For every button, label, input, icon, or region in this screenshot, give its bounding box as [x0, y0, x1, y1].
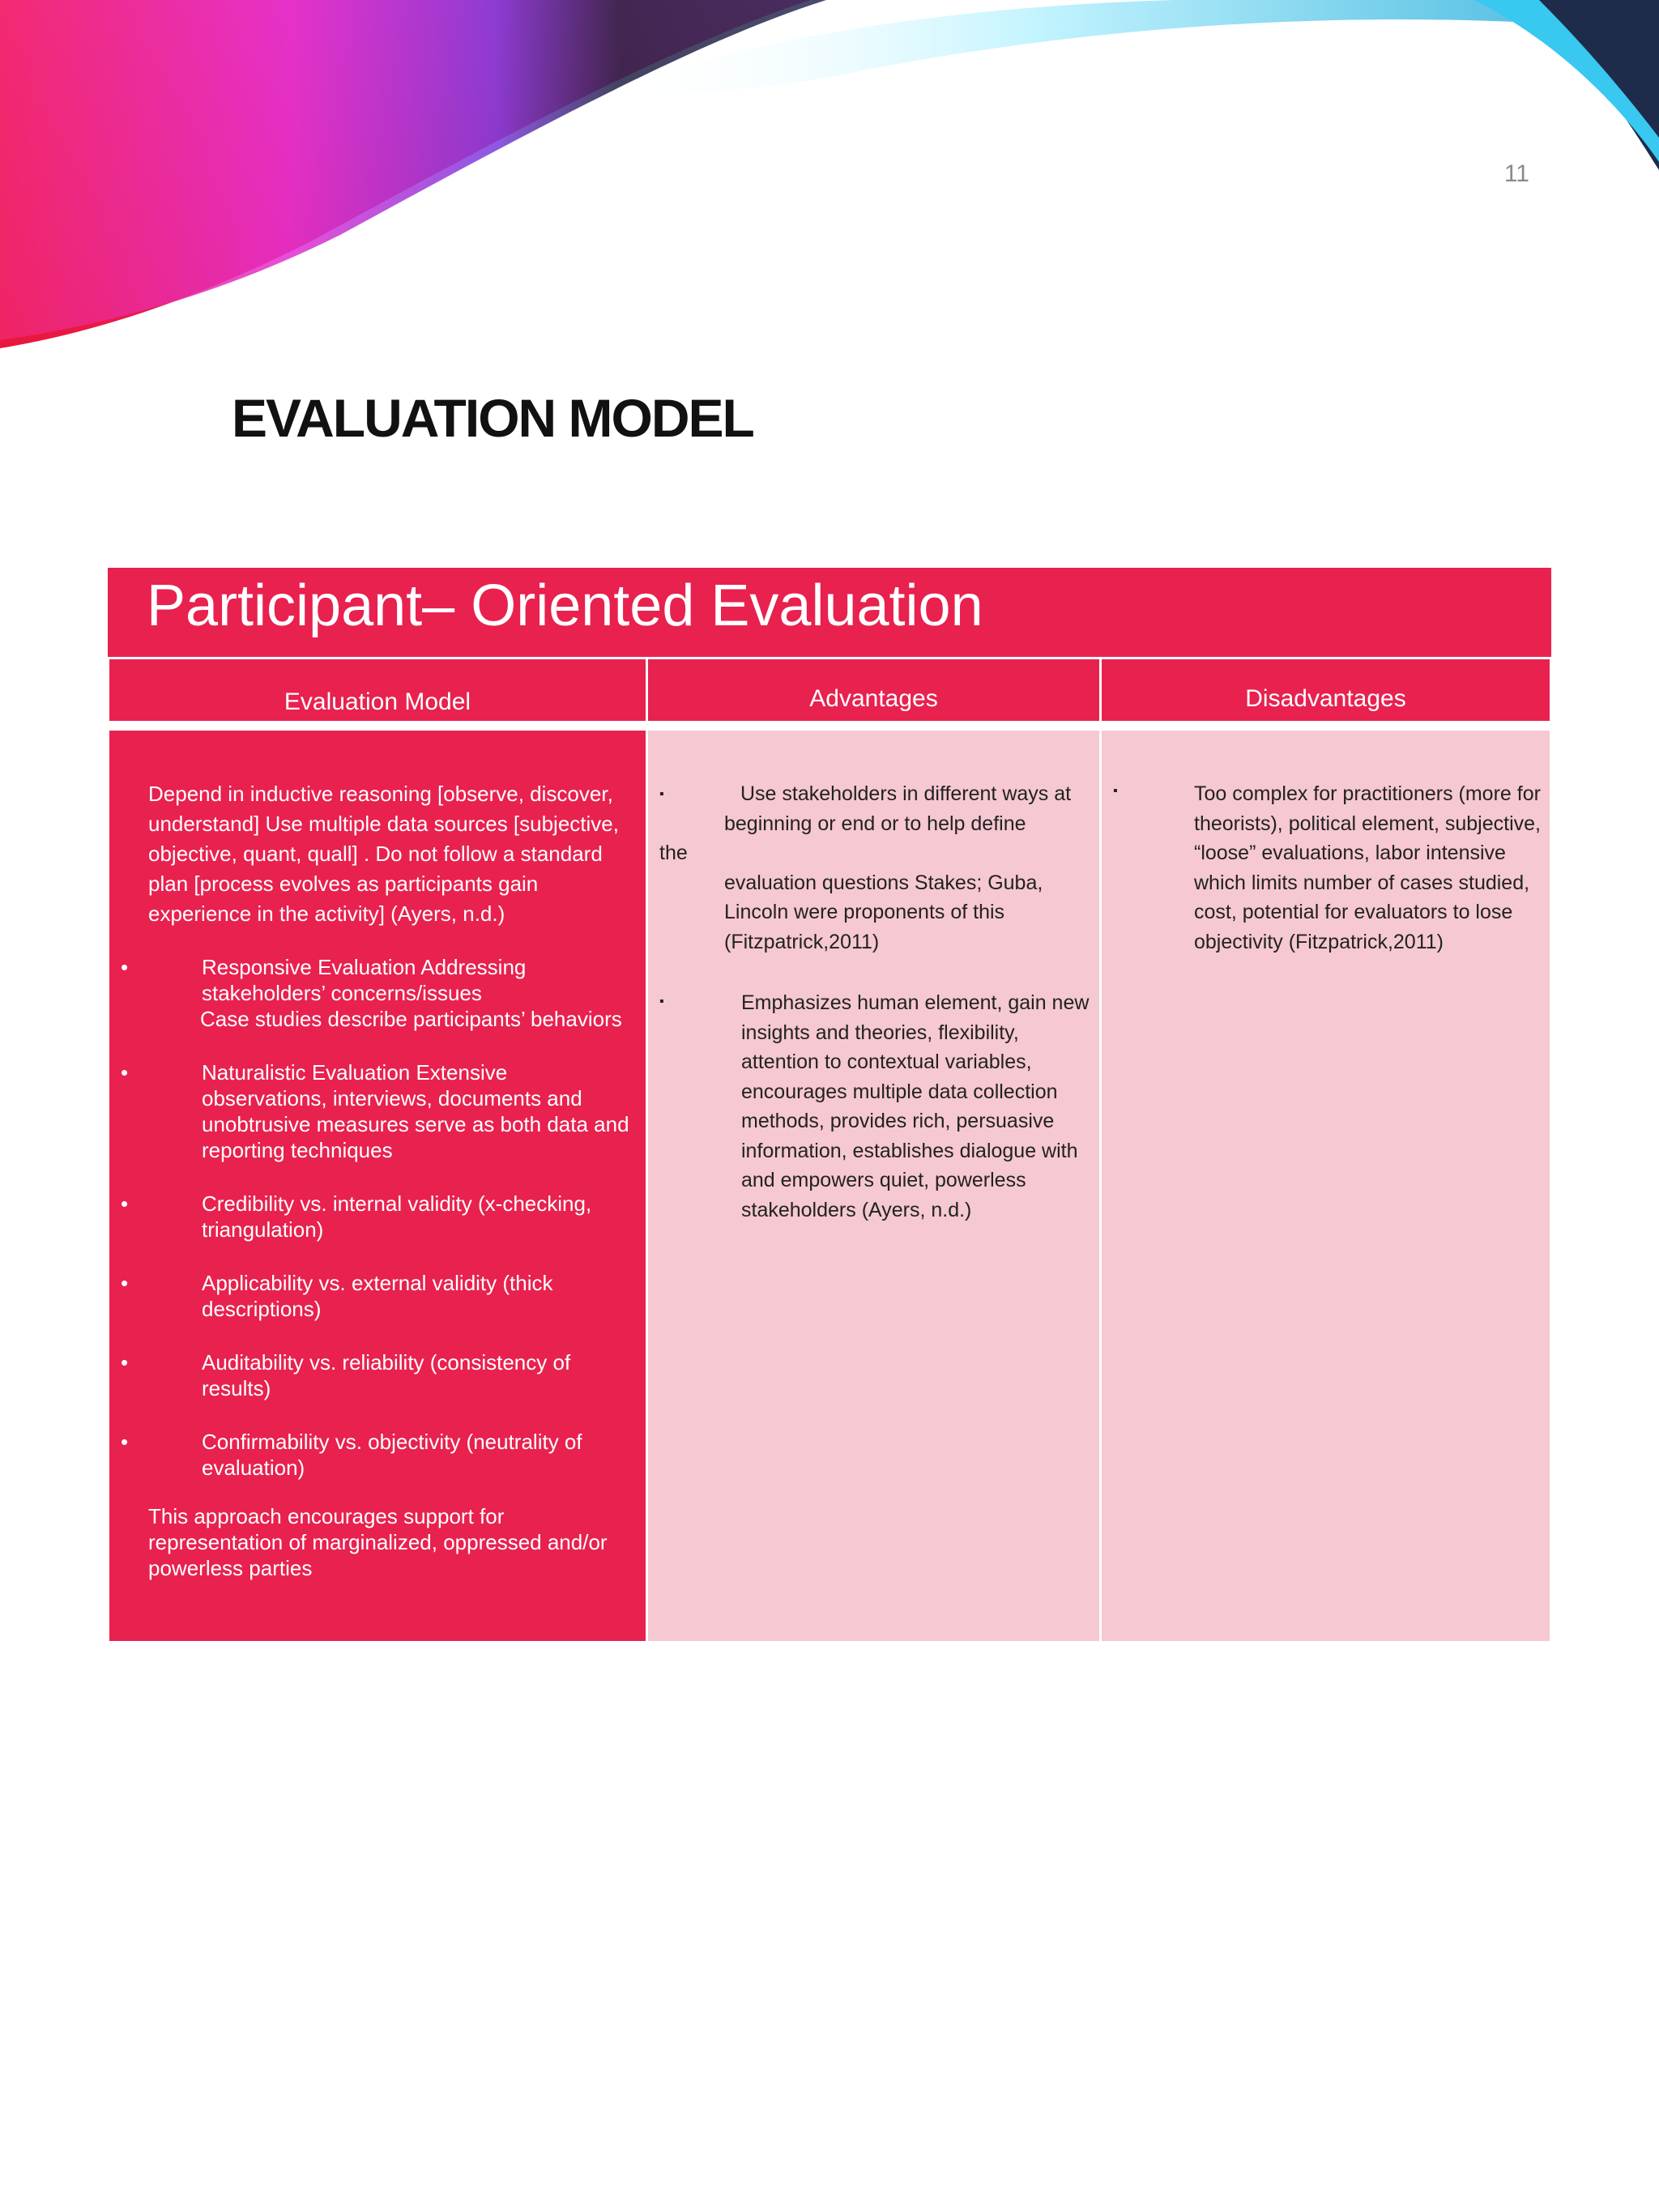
bullet-text: Credibility vs. internal validity (x-checking, triangulation): [202, 1191, 592, 1242]
bullet-text: Responsive Evaluation Addressing stakeholders’ concerns/issues: [202, 955, 527, 1005]
evaluation-model-cell: [109, 731, 646, 1641]
bullet-marker: •: [121, 1430, 129, 1454]
square-bullet-icon: ▪: [659, 787, 664, 801]
disadvantage-item-1: Too complex for practitioners (more for theorists), political element, subjective, “loose” evaluations, labor intensive which limits number of cases studied, cost, potential for evaluators to lose objectivity (Fitzpatrick,2011): [1194, 782, 1541, 953]
list-item: [109, 1349, 646, 1401]
square-bullet-icon: ▪: [659, 995, 664, 1008]
page-number: 11: [1503, 160, 1529, 187]
list-item: [109, 1270, 646, 1322]
evaluation-model-intro: Depend in inductive reasoning [observe, discover, understand] Use multiple data sources [subjective, objective, quant, quall] . Do not follow a standard plan [process evolves as participants gain experience in the activity] (Ayers, n.d.): [148, 782, 619, 926]
bullet-text: Confirmability vs. objectivity (neutrality of evaluation): [202, 1430, 582, 1480]
slide-title: EVALUATION MODEL: [232, 388, 753, 448]
bullet-marker: •: [121, 1350, 129, 1375]
bullet-marker: •: [121, 1191, 129, 1216]
advantage-item-1-line: the: [659, 842, 688, 864]
column-header-evaluation-model: Evaluation Model: [109, 659, 646, 721]
bullet-marker: •: [121, 1271, 129, 1295]
table-heading-band: [108, 568, 1551, 657]
decorative-swoosh: [0, 0, 1659, 373]
advantage-item-1-line: Use stakeholders in different ways at: [740, 782, 1072, 805]
evaluation-model-bullets: [109, 954, 646, 1508]
bullet-text: Auditability vs. reliability (consistency of results): [202, 1350, 571, 1400]
table-heading: Participant– Oriented Evaluation: [147, 573, 983, 638]
evaluation-model-outro: This approach encourages support for representation of marginalized, oppressed and/or powerless parties: [148, 1504, 608, 1580]
advantages-cell: [648, 731, 1099, 1641]
bullet-text: Naturalistic Evaluation Extensive observations, interviews, documents and unobtrusive measures serve as both data and reporting techniques: [202, 1060, 629, 1162]
advantage-item-1-line: beginning or end or to help define: [724, 812, 1026, 835]
list-item: [109, 954, 646, 1032]
advantage-item-2: Emphasizes human element, gain new insights and theories, flexibility, attention to contextual variables, encourages multiple data collection methods, provides rich, persuasive information, establishes dialogue with and empowers quiet, powerless stakeholders (Ayers, n.d.): [741, 991, 1090, 1221]
advantage-item-1-line: evaluation questions Stakes; Guba, Lincoln were proponents of this (Fitzpatrick,2011): [724, 871, 1043, 953]
list-item: [109, 1059, 646, 1163]
list-item: [109, 1429, 646, 1481]
advantage-item-1: [659, 779, 1089, 957]
bullet-marker: •: [121, 1060, 129, 1085]
bullet-marker: •: [121, 955, 129, 979]
square-bullet-icon: ▪: [1113, 784, 1118, 798]
list-item: [109, 1191, 646, 1242]
bullet-subtext: Case studies describe participants’ behaviors: [200, 1007, 622, 1031]
column-header-disadvantages: Disadvantages: [1102, 659, 1550, 721]
column-header-advantages: Advantages: [648, 659, 1099, 721]
bullet-text: Applicability vs. external validity (thick descriptions): [202, 1271, 553, 1321]
disadvantages-cell: [1102, 731, 1550, 1641]
